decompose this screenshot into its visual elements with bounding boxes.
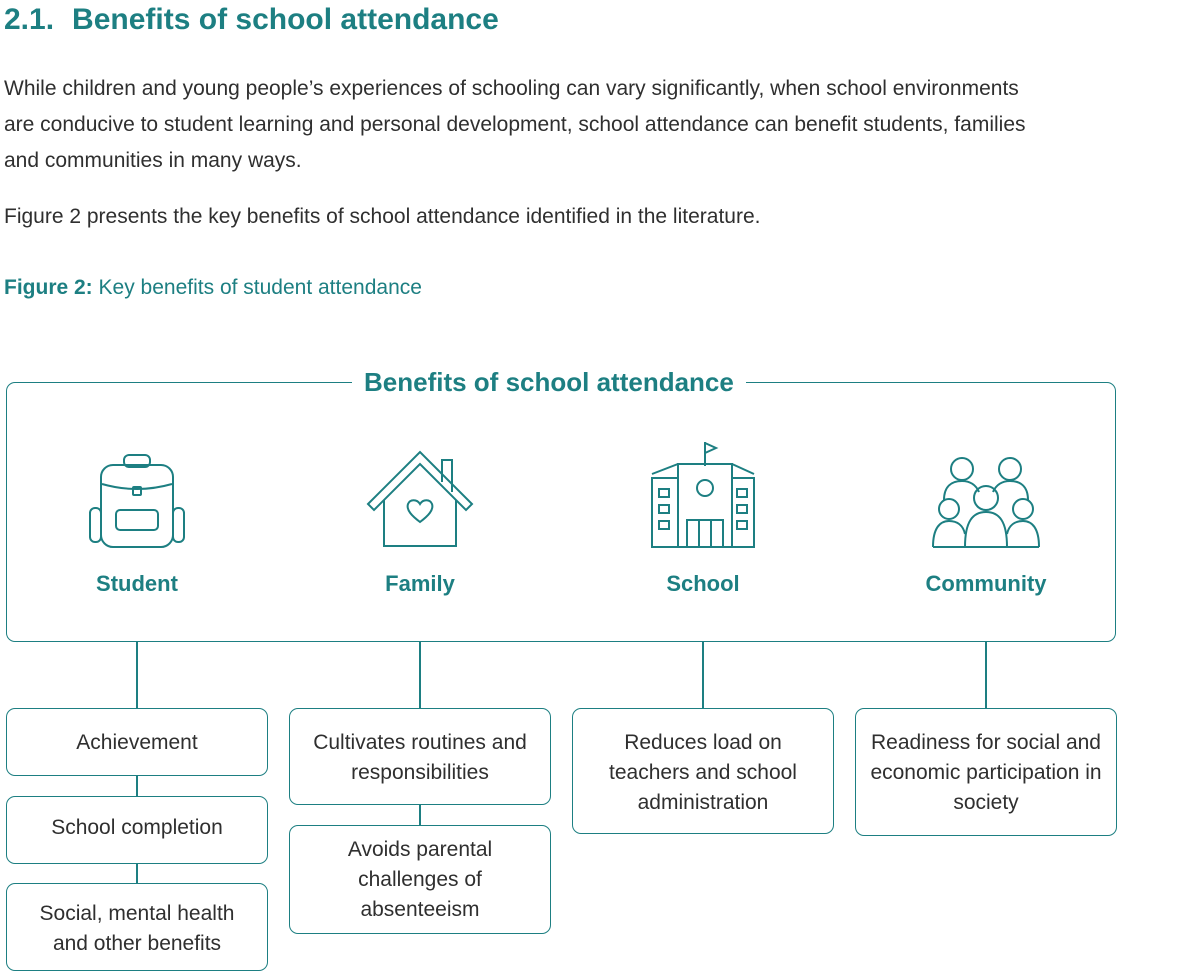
section-title: Benefits of school attendance bbox=[72, 3, 499, 36]
category-label-community: Community bbox=[925, 571, 1047, 596]
figure-reference-paragraph: Figure 2 presents the key benefits of school attendance identified in the literature. bbox=[4, 205, 761, 228]
house-heart-icon bbox=[366, 448, 474, 550]
school-building-icon bbox=[648, 440, 758, 552]
benefit-box-routines: Cultivates routines and responsibilities bbox=[289, 708, 551, 805]
benefit-box-school-completion: School completion bbox=[6, 796, 268, 864]
benefit-box-reduces-load: Reduces load on teachers and school administration bbox=[572, 708, 834, 834]
category-label-family: Family bbox=[385, 571, 455, 596]
figure-caption-text: Key benefits of student attendance bbox=[98, 276, 422, 299]
category-label-school: School bbox=[666, 571, 740, 596]
frame-title: Benefits of school attendance bbox=[352, 364, 746, 400]
benefit-box-parental-challenges: Avoids parental challenges of absenteeism bbox=[289, 825, 551, 934]
category-label-student: Student bbox=[96, 571, 178, 596]
benefit-box-readiness: Readiness for social and economic participation in society bbox=[855, 708, 1117, 836]
backpack-icon bbox=[88, 452, 186, 552]
section-number: 2.1. bbox=[4, 3, 55, 36]
benefit-box-achievement: Achievement bbox=[6, 708, 268, 776]
intro-paragraph: While children and young people’s experiences of schooling can vary significantly, when school environments are conducive to student learning and personal development, school attendance can benefit students, families and communities in many ways. bbox=[4, 77, 1026, 172]
connector-community bbox=[985, 642, 987, 710]
people-group-icon bbox=[930, 454, 1042, 550]
figure-caption bbox=[4, 276, 422, 300]
connector-school bbox=[702, 642, 704, 710]
figure-label: Figure 2: bbox=[4, 276, 93, 299]
benefit-box-social-mental-health: Social, mental health and other benefits bbox=[6, 883, 268, 971]
section-heading bbox=[4, 3, 499, 37]
